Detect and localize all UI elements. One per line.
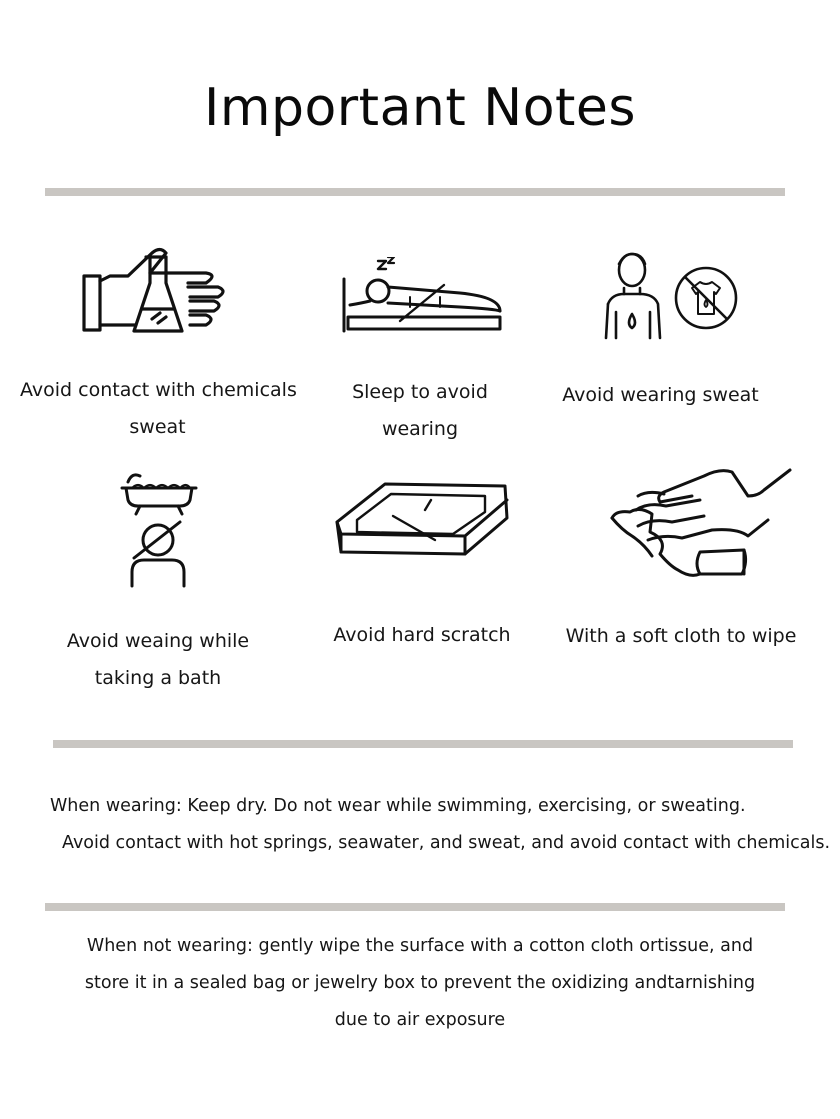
hand-with-flask-icon	[78, 243, 233, 343]
divider-middle	[53, 740, 793, 748]
caption-bath: Avoid weaing while taking a bath	[66, 630, 250, 689]
caption-sleep: Sleep to avoid wearing	[352, 381, 488, 440]
not-wearing-note-line: store it in a sealed bag or jewelry box to prevent the oxidizing andtarnishing	[84, 973, 756, 993]
wearing-notes	[50, 788, 831, 862]
divider-top	[45, 188, 785, 196]
not-wearing-notes	[30, 928, 810, 1039]
caption-wipe: With a soft cloth to wipe	[565, 625, 797, 647]
caption-scratch: Avoid hard scratch	[333, 624, 511, 646]
hand-wiping-cloth-icon	[608, 466, 794, 582]
caption-chemicals: Avoid contact with chemicals sweat	[20, 379, 297, 438]
hard-surface-scratch-icon	[333, 478, 511, 558]
not-wearing-note-line: due to air exposure	[334, 1010, 506, 1030]
not-wearing-note-line: When not wearing: gently wipe the surface with a cotton cloth ortissue, and	[86, 936, 754, 956]
divider-lower	[45, 903, 785, 911]
sweating-person-icon	[598, 250, 746, 342]
wearing-note-line: When wearing: Keep dry. Do not wear while swimming, exercising, or sweating.	[50, 796, 746, 816]
bathtub-person-icon	[118, 468, 200, 588]
sleeping-person-icon	[340, 257, 505, 335]
caption-sweat: Avoid wearing sweat	[562, 384, 759, 406]
wearing-note-line: Avoid contact with hot springs, seawater, and sweat, and avoid contact with chemicals.	[62, 833, 831, 853]
page-title: Important Notes	[203, 78, 636, 138]
